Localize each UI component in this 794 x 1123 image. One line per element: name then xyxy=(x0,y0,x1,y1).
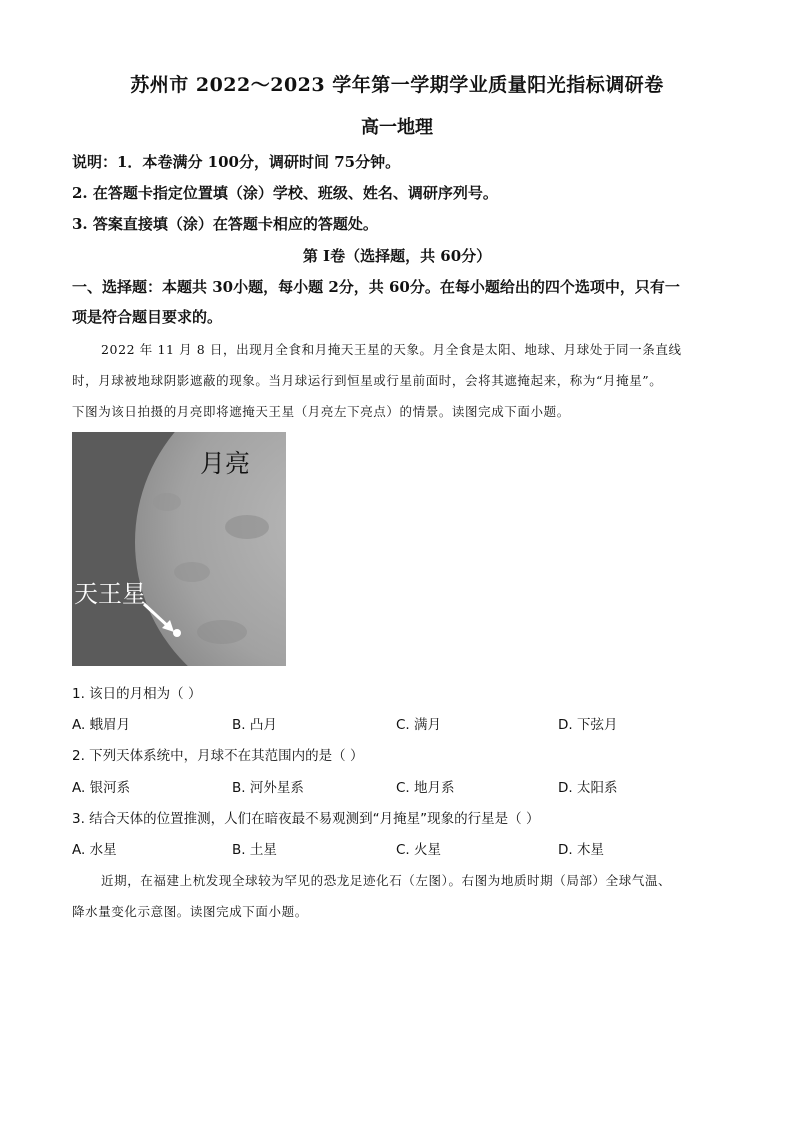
question-1-stem: 1. 该日的月相为（ ） xyxy=(72,686,202,702)
question-1-option-a: A. 蛾眉月 xyxy=(72,717,131,733)
page-title: 苏州市 2022～2023 学年第一学期学业质量阳光指标调研卷 xyxy=(130,74,664,96)
passage1-line-2: 时，月球被地球阴影遮蔽的现象。当月球运行到恒星或行星前面时，会将其遮掩起来，称为“月掩星”。 xyxy=(72,373,663,388)
question-1-option-b: B. 凸月 xyxy=(232,717,277,733)
instruction-3: 3. 答案直接填（涂）在答题卡相应的答题处。 xyxy=(72,215,378,233)
question-2-option-c: C. 地月系 xyxy=(396,780,455,796)
page-subtitle: 高一地理 xyxy=(361,117,433,138)
instruction-1: 说明：1．本卷满分 100分，调研时间 75分钟。 xyxy=(72,153,401,171)
question-2-option-a: A. 银河系 xyxy=(72,780,131,796)
question-3-option-b: B. 土星 xyxy=(232,842,277,858)
passage1-line-3: 下图为该日拍摄的月亮即将遮掩天王星（月亮左下亮点）的情景。读图完成下面小题。 xyxy=(72,404,570,419)
question-1-option-d: D. 下弦月 xyxy=(558,717,618,733)
section-title: 第 I卷（选择题，共 60分） xyxy=(302,247,492,265)
question-1-option-c: C. 满月 xyxy=(396,717,442,733)
moon-uranus-photo xyxy=(72,432,286,666)
passage1-line-1: 2022 年 11 月 8 日，出现月全食和月掩天王星的天象。月全食是太阳、地球、月球处于同一条直线 xyxy=(101,342,682,357)
uranus-dot xyxy=(173,629,181,637)
question-2-option-b: B. 河外星系 xyxy=(232,780,304,796)
question-2-stem: 2. 下列天体系统中，月球不在其范围内的是（ ） xyxy=(72,748,364,764)
question-3-option-c: C. 火星 xyxy=(396,842,442,858)
part-heading-line-1: 一、选择题：本题共 30小题，每小题 2分，共 60分。在每小题给出的四个选项中，只有一 xyxy=(72,278,680,296)
question-3-option-a: A. 水星 xyxy=(72,842,117,858)
moon-image xyxy=(72,432,286,666)
question-2-option-d: D. 太阳系 xyxy=(558,780,618,796)
question-3-option-d: D. 木星 xyxy=(558,842,604,858)
part-heading-line-2: 项是符合题目要求的。 xyxy=(72,308,223,326)
moon-label: 月亮 xyxy=(200,449,251,478)
question-3-stem: 3. 结合天体的位置推测，人们在暗夜最不易观测到“月掩星”现象的行星是（ ） xyxy=(72,811,540,827)
instruction-2: 2. 在答题卡指定位置填（涂）学校、班级、姓名、调研序列号。 xyxy=(72,184,498,202)
uranus-label: 天王星 xyxy=(74,580,146,608)
passage2-line-1: 近期，在福建上杭发现全球较为罕见的恐龙足迹化石（左图）。右图为地质时期（局部）全球气温、 xyxy=(101,873,672,888)
passage2-line-2: 降水量变化示意图。读图完成下面小题。 xyxy=(72,904,308,919)
